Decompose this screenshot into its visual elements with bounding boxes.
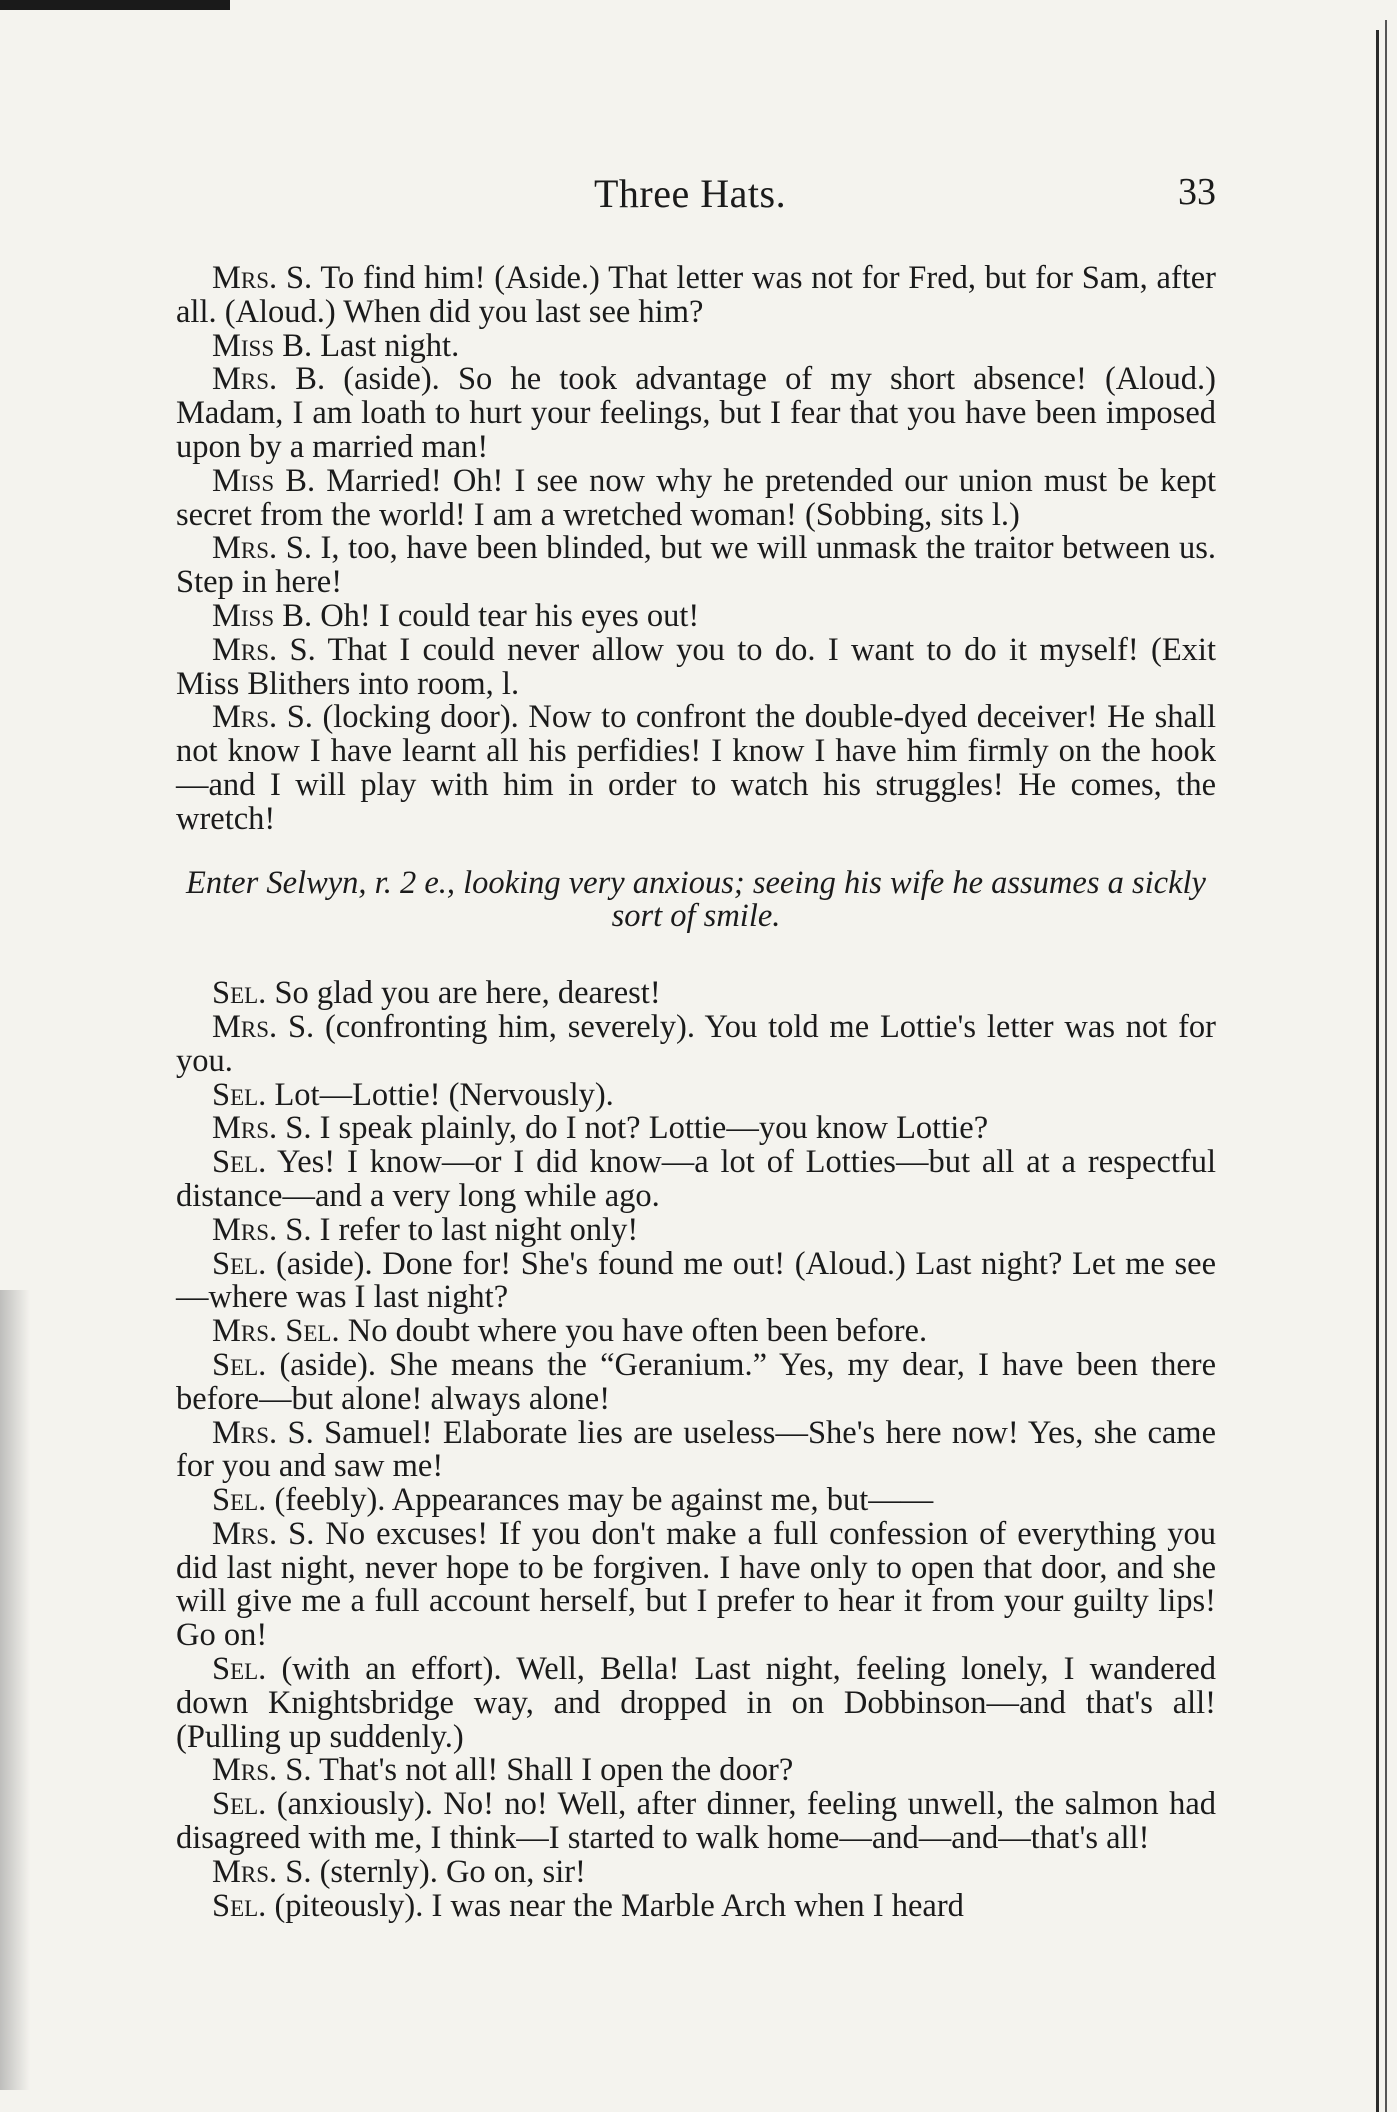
speaker: Mrs. B. xyxy=(212,361,326,398)
speech: (aside). She means the “Geranium.” Yes, my dear, I have been there before—but alone! always alone! xyxy=(176,1346,1216,1417)
speech: (sternly). Go on, sir! xyxy=(311,1853,586,1890)
speaker: Sel. xyxy=(212,1887,267,1924)
dialogue-line xyxy=(176,262,1216,330)
speaker: Sel. xyxy=(212,975,267,1012)
speaker: Mrs. S. xyxy=(212,1752,312,1789)
dialogue-line xyxy=(176,631,1216,702)
dialogue-line xyxy=(176,1653,1216,1754)
dialogue-line xyxy=(176,1146,1216,1214)
page-header xyxy=(176,170,1216,220)
speech: Married! Oh! I see now why he pretended our union must be kept secret from the world! I am a wretched woman! (Sobbing, sits l.) xyxy=(176,462,1216,533)
speaker: Mrs. S. xyxy=(212,1211,312,1248)
page-number: 33 xyxy=(1178,171,1216,213)
dialogue-line xyxy=(176,1853,1216,1890)
dialogue-line xyxy=(176,1076,1216,1113)
speech: No excuses! If you don't make a full confession of everything you did last night, never hope to be forgiven. I have only to open that door, and she will give me a full account herself, but I prefer to hear it from your guilty lips! Go on! xyxy=(176,1515,1216,1654)
page-body xyxy=(176,262,1216,1923)
speaker: Sel. xyxy=(212,1651,267,1688)
speaker: Mrs. S. xyxy=(212,1110,312,1147)
speaker: Sel. xyxy=(212,1786,267,1823)
dialogue-line xyxy=(176,1346,1216,1417)
speaker: Mrs. Sel. xyxy=(212,1313,340,1350)
dialogue-line xyxy=(176,462,1216,533)
speaker: Sel. xyxy=(212,1144,267,1181)
dialogue-line xyxy=(176,1211,1216,1248)
speaker: Mrs. S. xyxy=(212,1853,312,1890)
speaker: Mrs. S. xyxy=(212,699,313,736)
dialogue-line xyxy=(176,701,1216,836)
stage-direction: Enter Selwyn, r. 2 e., looking very anxious; seeing his wife he assumes a sickly sort of smile. xyxy=(186,864,1206,935)
speaker: Miss B. xyxy=(212,597,313,634)
speech: Last night. xyxy=(312,327,460,364)
dialogue-line xyxy=(176,327,1216,364)
speech: (locking door). Now to confront the double-dyed deceiver! He shall not know I have learnt all his perfidies! I know I have him firmly on the hook—and I will play with him in order to watch his struggles! He comes, the wretch! xyxy=(176,699,1216,837)
speech: (confronting him, severely). You told me Lottie's letter was not for you. xyxy=(176,1008,1217,1079)
speech: No doubt where you have often been before. xyxy=(339,1313,928,1350)
dialogue-line xyxy=(176,1414,1217,1485)
dialogue-line xyxy=(176,597,1216,634)
dialogue-line xyxy=(176,1008,1217,1079)
dialogue-line xyxy=(176,1245,1216,1316)
dialogue-line xyxy=(176,1754,1216,1788)
dialogue-line xyxy=(176,1315,1216,1349)
dialogue-line xyxy=(176,977,1216,1011)
page-edge-line xyxy=(1376,30,1379,2112)
speaker: Sel. xyxy=(212,1245,267,1282)
speech: So glad you are here, dearest! xyxy=(266,975,661,1012)
speaker: Mrs. S. xyxy=(212,1515,315,1552)
speech: (anxiously). No! no! Well, after dinner, feeling unwell, the salmon had disagreed with me, I think—I started to walk home—and—and—that's all! xyxy=(176,1786,1216,1857)
speaker: Sel. xyxy=(212,1482,267,1519)
speech: (with an effort). Well, Bella! Last night, feeling lonely, I wandered down Knightsbridge way, and dropped in on Dobbinson—and that's all! (Pulling up suddenly.) xyxy=(176,1651,1216,1755)
dialogue-line xyxy=(176,1788,1216,1856)
speech: That's not all! Shall I open the door? xyxy=(311,1752,794,1789)
speaker: Sel. xyxy=(212,1076,267,1113)
top-rule xyxy=(0,0,230,10)
dialogue-line xyxy=(176,1112,1216,1146)
speech: Oh! I could tear his eyes out! xyxy=(312,597,700,634)
speaker: Sel. xyxy=(212,1346,267,1383)
dialogue-line xyxy=(176,363,1216,464)
dialogue-line xyxy=(176,1484,1216,1518)
speech: That I could never allow you to do. I want to do it myself! (Exit Miss Blithers into room, l. xyxy=(176,631,1216,702)
speech: To find him! (Aside.) That letter was not for Fred, but for Sam, after all. (Aloud.) When did you last see him? xyxy=(176,260,1217,330)
dialogue-line xyxy=(176,1887,1216,1924)
speech: (aside). So he took advantage of my short absence! (Aloud.) Madam, I am loath to hurt your feelings, but I fear that you have been imposed upon by a married man! xyxy=(176,361,1216,465)
speech: Yes! I know—or I did know—a lot of Lotties—but all at a respectful distance—and a very long while ago. xyxy=(176,1144,1216,1214)
speaker: Mrs. S. xyxy=(212,530,312,567)
speaker: Miss B. xyxy=(212,462,316,499)
page-edge-line-outer xyxy=(1385,20,1387,2112)
speech: Samuel! Elaborate lies are useless—She's here now! Yes, she came for you and saw me! xyxy=(176,1414,1217,1485)
running-title: Three Hats. xyxy=(594,171,787,216)
speaker: Mrs. S. xyxy=(212,631,316,668)
dialogue-line xyxy=(176,1515,1216,1654)
speech: (feebly). Appearances may be against me, but—— xyxy=(266,1482,934,1519)
speaker: Mrs. S. xyxy=(212,1414,314,1451)
binding-shadow xyxy=(0,1290,30,2090)
speech: I, too, have been blinded, but we will unmask the traitor between us. Step in here! xyxy=(176,530,1216,601)
dialogue-line xyxy=(176,532,1216,600)
speaker: Miss B. xyxy=(212,327,313,364)
speech: I speak plainly, do I not? Lottie—you know Lottie? xyxy=(311,1110,989,1147)
speech: (piteously). I was near the Marble Arch when I heard xyxy=(266,1887,964,1924)
speech: I refer to last night only! xyxy=(311,1211,639,1248)
speech: (aside). Done for! She's found me out! (Aloud.) Last night? Let me see—where was I last night? xyxy=(176,1245,1216,1316)
speech: Lot—Lottie! (Nervously). xyxy=(266,1076,614,1113)
speaker: Mrs. S. xyxy=(212,1008,315,1045)
speaker: Mrs. S. xyxy=(212,260,313,296)
